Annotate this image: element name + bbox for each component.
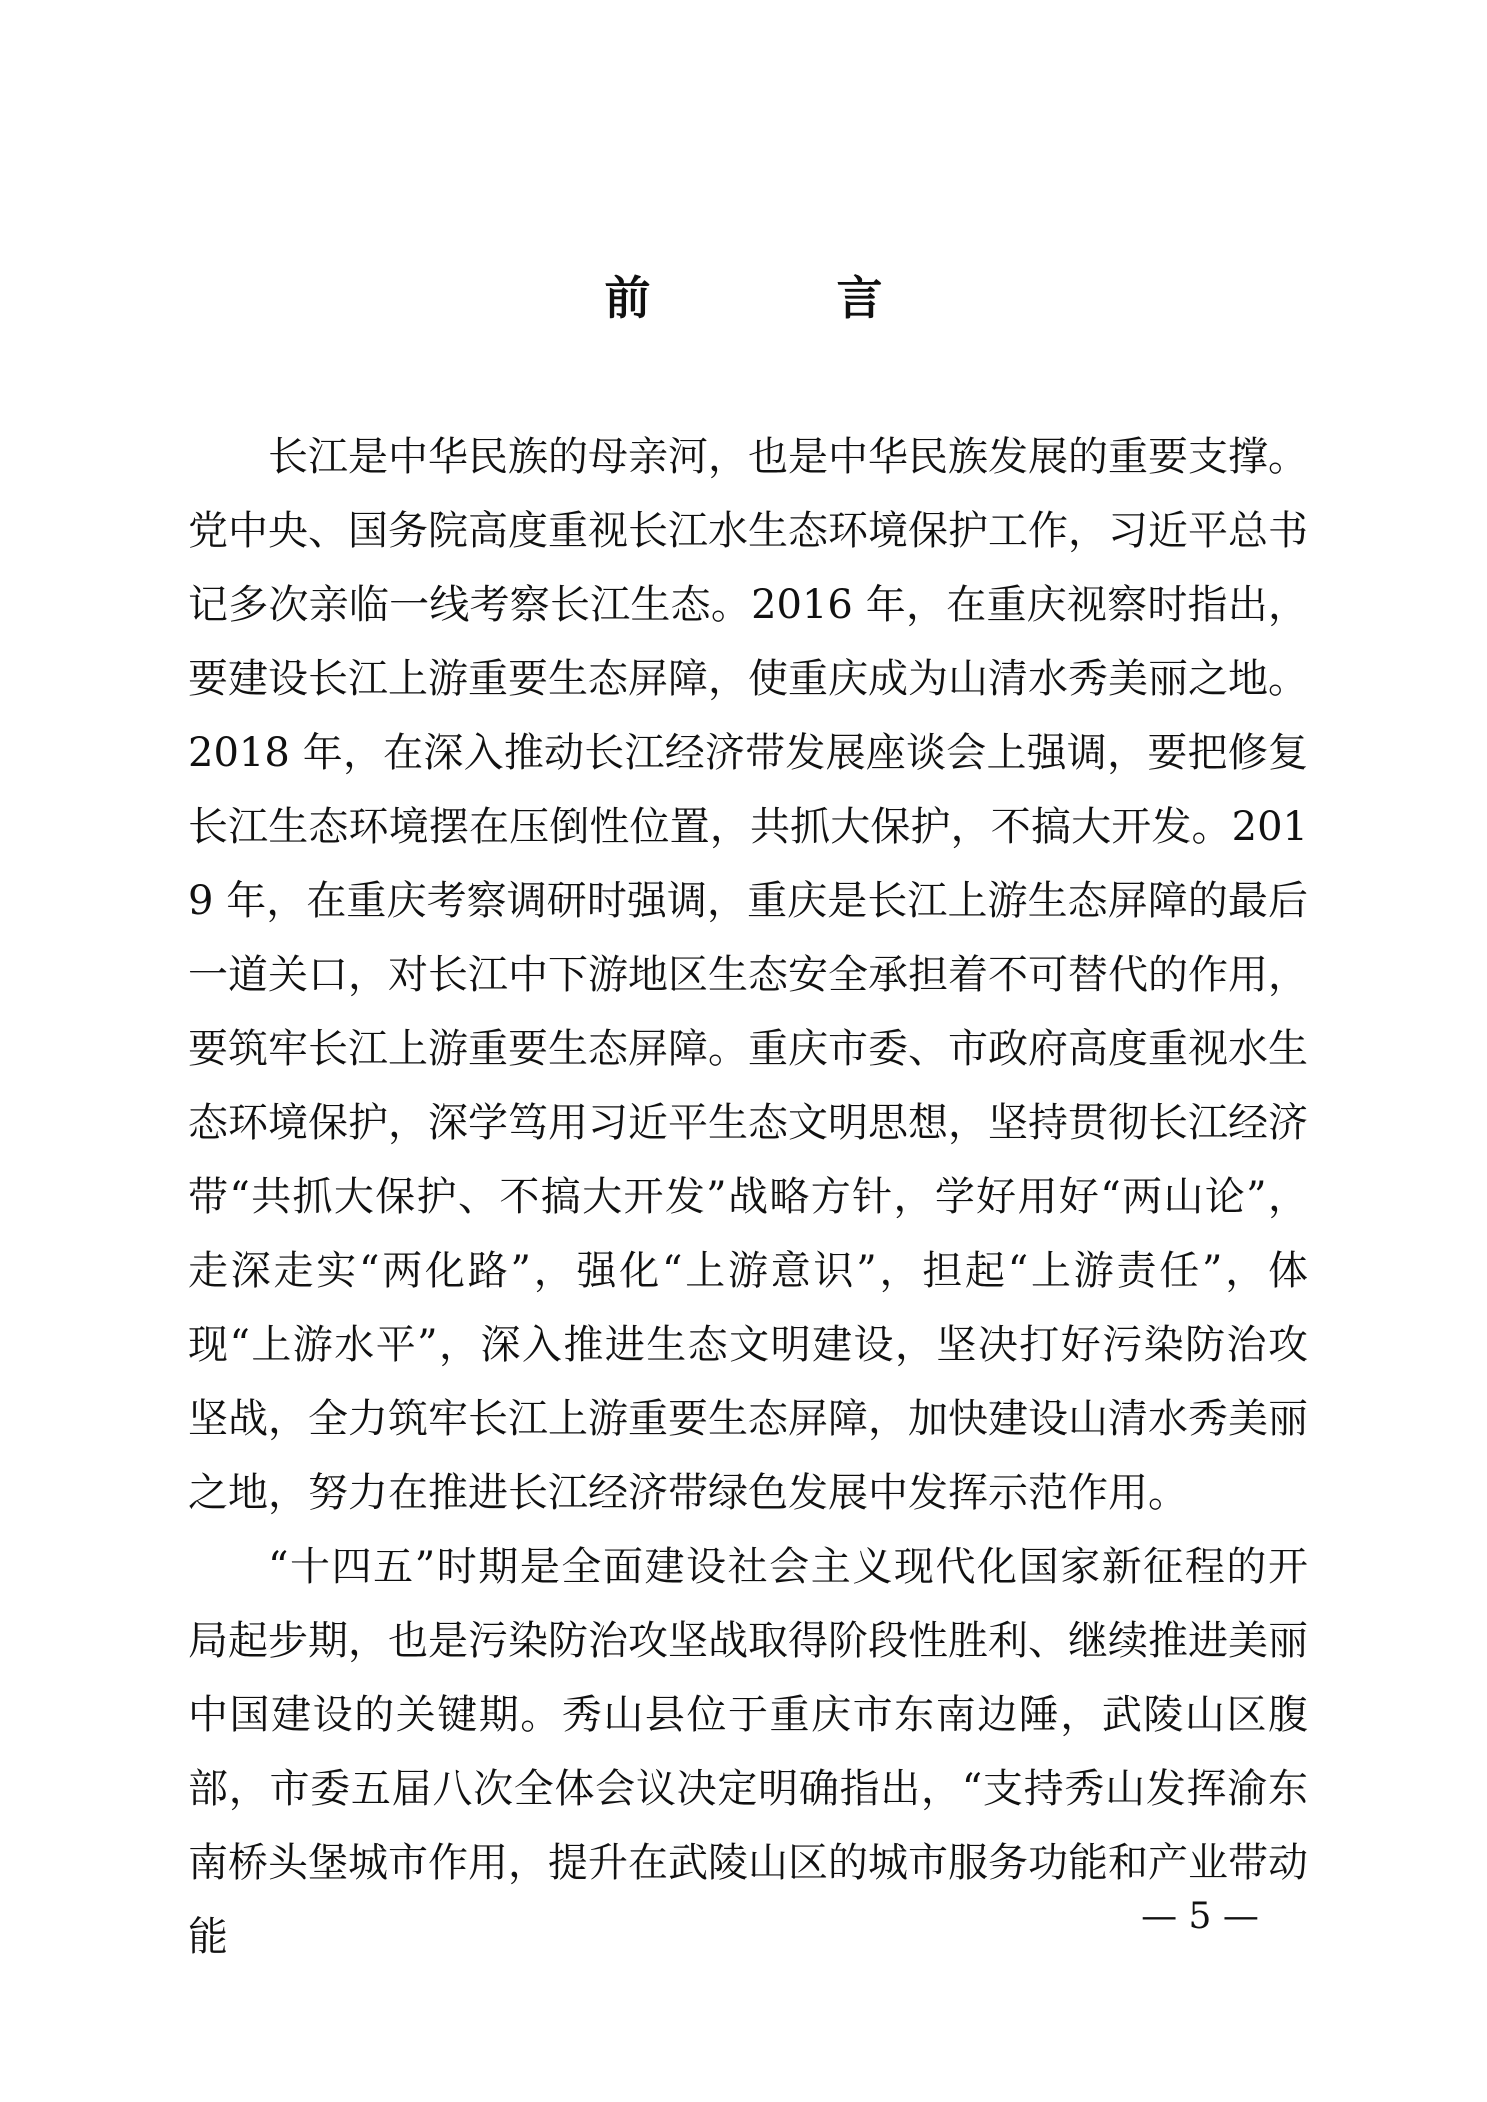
page-number: — 5 — [1141, 1896, 1259, 1937]
paragraph-2: “十四五”时期是全面建设社会主义现代化国家新征程的开局起步期，也是污染防治攻坚战取得阶段性胜利、继续推进美丽中国建设的关键期。秀山县位于重庆市东南边陲，武陵山区腹部，市委五届八次全体会议决定明确指出，“支持秀山发挥渝东南桥头堡城市作用，提升在武陵山区的城市服务功能和产业带动能 [188, 1544, 1308, 1960]
page-title: 前 言 [604, 271, 953, 325]
paragraph-1: 长江是中华民族的母亲河，也是中华民族发展的重要支撑。党中央、国务院高度重视长江水生态环境保护工作，习近平总书记多次亲临一线考察长江生态。2016 年，在重庆视察时指出，要建设长江上游重要生态屏障，使重庆成为山清水秀美丽之地。2018 年，在深入推动长江经济带发展座谈会上强调，要把修复长江生态环境摆在压倒性位置，共抓大保护，不搞大开发。2019 年，在重庆考察调研时强调，重庆是长江上游生态屏障的最后一道关口，对长江中下游地区生态安全承担着不可替代的作用，要筑牢长江上游重要生态屏障。重庆市委、市政府高度重视水生态环境保护，深学笃用习近平生态文明思想，坚持贯彻长江经济带“共抓大保护、不搞大开发”战略方针，学好用好“两山论”，走深走实“两化路”，强化“上游意识”，担起“上游责任”，体现“上游水平”，深入推进生态文明建设，坚决打好污染防治攻坚战，全力筑牢长江上游重要生态屏障，加快建设山清水秀美丽之地，努力在推进长江经济带绿色发展中发挥示范作用。 [188, 434, 1308, 1516]
body-text [188, 420, 1308, 1974]
